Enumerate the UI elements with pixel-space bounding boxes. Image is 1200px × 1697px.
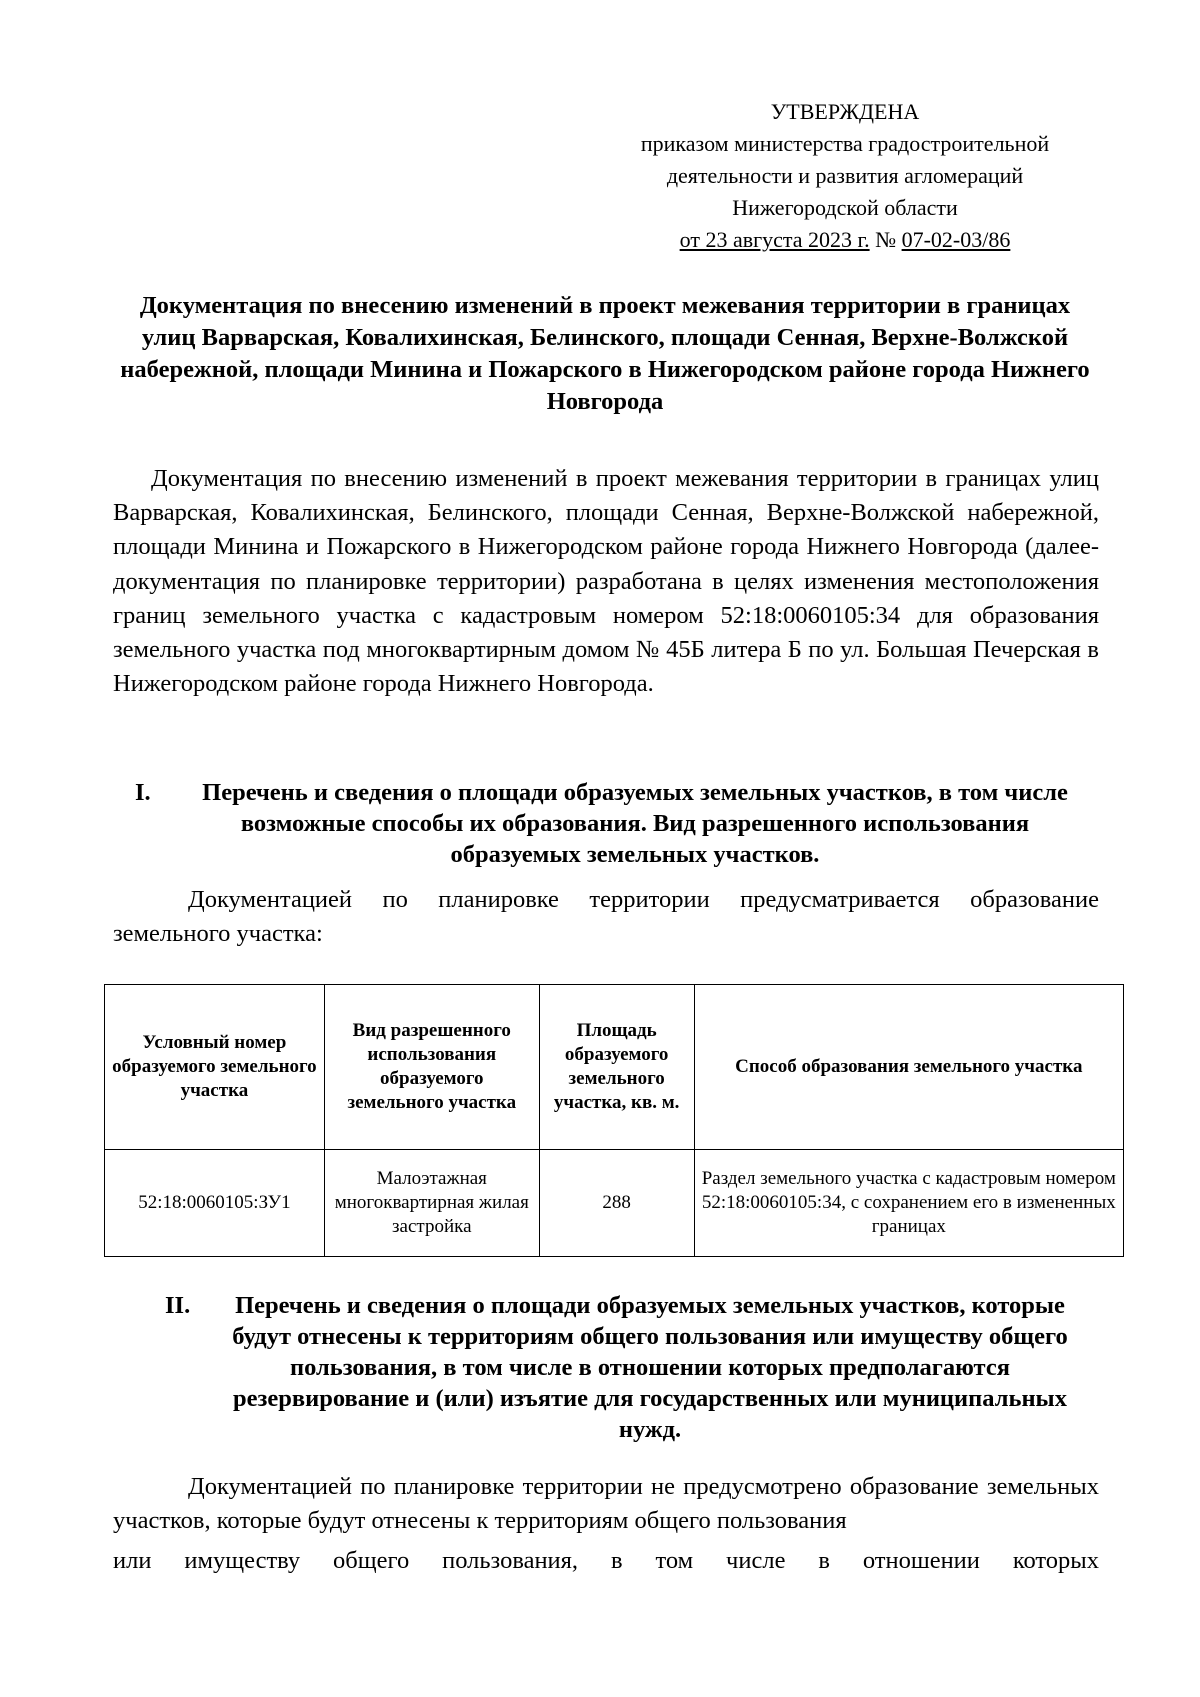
section-1-paragraph: Документацией по планировке территории предусматривается образование земельного участка: (113, 886, 1099, 948)
section-1-number: I. (135, 779, 151, 806)
section-1-heading (135, 777, 1095, 870)
intro-paragraph: Документация по внесению изменений в проект межевания территории в границах улиц Варварская, Ковалихинская, Белинского, площади Сенная, Верхне-Волжской набережной, площади Минина и Пожарского в Нижегородском районе города Нижнего Новгорода (далее-документация по планировке территории) разработана в целях изменения местоположения границ земельного участка с кадастровым номером 52:18:0060105:34 для образования земельного участка под многоквартирным домом № 45Б литера Б по ул. Большая Печерская в Нижегородском районе города Нижнего Новгорода. (113, 465, 1099, 698)
approval-block (595, 96, 1095, 256)
cell-permitted-use: Малоэтажная многоквартирная жилая застройка (324, 1150, 539, 1257)
document-title: Документация по внесению изменений в проект межевания территории в границах улиц Варварская, Ковалихинская, Белинского, площади Сенная, Верхне-Волжской набережной, площади Минина и Пожарского в Нижегородском районе города Нижнего Новгорода (120, 292, 1090, 415)
approval-line: Нижегородской области (732, 195, 958, 220)
approval-line: приказом министерства градостроительной (640, 131, 1050, 156)
section-2-paragraph: Документацией по планировке территории не предусмотрено образование земельных участков, которые будут отнесены к территориям общего пользования (113, 1473, 1099, 1535)
header-cell-formation-method: Способ образования земельного участка (694, 985, 1123, 1150)
approval-number-sign: № (875, 227, 897, 252)
table-header-row (105, 985, 1124, 1150)
table-row (105, 1150, 1124, 1257)
header-cell-plot-number: Условный номер образуемого земельного участка (105, 985, 325, 1150)
section-2-heading (165, 1290, 1095, 1445)
cell-formation-method: Раздел земельного участка с кадастровым номером 52:18:0060105:34, с сохранением его в измененных границах (694, 1150, 1123, 1257)
header-cell-permitted-use: Вид разрешенного использования образуемого земельного участка (324, 985, 539, 1150)
approval-line: деятельности и развития агломераций (666, 163, 1024, 188)
section-1-heading-text: Перечень и сведения о площади образуемых земельных участков, в том числе возможные способы их образования. Вид разрешенного использования образуемых земельных участков. (202, 779, 1068, 868)
section-2-number: II. (165, 1292, 191, 1319)
section-2-heading-text: Перечень и сведения о площади образуемых земельных участков, которые будут отнесены к территориям общего пользования или имуществу общего пользования, в том числе в отношении которых предполагаются резервирование и (или) изъятие для государственных или муниципальных нужд. (232, 1292, 1068, 1443)
approval-number: 07-02-03/86 (901, 227, 1011, 252)
approval-status: УТВЕРЖДЕНА (770, 99, 920, 124)
cell-area: 288 (539, 1150, 694, 1257)
header-cell-area: Площадь образуемого земельного участка, кв. м. (539, 985, 694, 1150)
land-plots-table (104, 984, 1124, 1257)
section-2-paragraph-continued: или имуществу общего пользования, в том числе в отношении которых (113, 1547, 1099, 1574)
approval-order-line (595, 224, 1095, 256)
cell-plot-number: 52:18:0060105:ЗУ1 (105, 1150, 325, 1257)
approval-date: от 23 августа 2023 г. (679, 227, 870, 252)
